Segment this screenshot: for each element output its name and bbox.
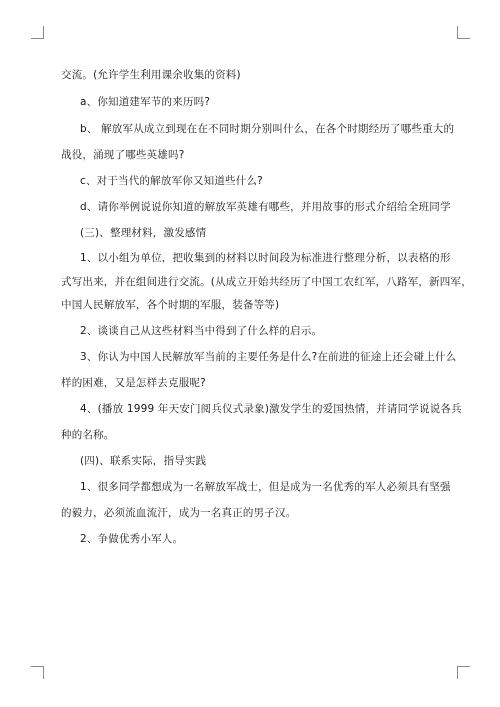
section-heading-4: (四)、联系实际，指导实践 [80, 455, 207, 467]
paragraph-line: 2、谈谈自己从这些材料当中得到了什么样的启示。 [80, 325, 323, 337]
paragraph-line: 4、(播放 1999 年天安门阅兵仪式录象)激发学生的爱国热情，并请同学说说各兵 [80, 403, 462, 415]
crop-mark-bottom-right [457, 666, 470, 679]
paragraph-line: 战役，涌现了哪些英雄吗? [61, 149, 185, 161]
question-b: b、 解放军从成立到现在在不同时期分别叫什么，在各个时期经历了哪些重大的 [80, 123, 455, 135]
paragraph-line: 种的名称。 [61, 429, 115, 441]
crop-mark-top-left [31, 26, 44, 39]
paragraph-line: 式写出来，并在组间进行交流。(从成立开始共经历了中国工农红军，八路军，新四军， [61, 276, 472, 288]
paragraph-line: 中国人民解放军，各个时期的军服，装备等等) [61, 299, 280, 311]
paragraph-line: 2、争做优秀小军人。 [80, 533, 184, 545]
question-a: a、你知道建军节的来历吗? [80, 96, 211, 108]
question-d: d、请你举例说说你知道的解放军英雄有哪些，并用故事的形式介绍给全班同学 [80, 201, 451, 213]
paragraph-line: 样的困难，又是怎样去克服呢? [61, 377, 206, 389]
section-heading-3: (三)、整理材料，激发感情 [80, 227, 207, 239]
paragraph-line: 交流。(允许学生利用课余收集的资料) [61, 69, 241, 81]
crop-mark-bottom-left [31, 666, 44, 679]
paragraph-line: 1、很多同学都想成为一名解放军战士，但是成为一名优秀的军人必须具有坚强 [80, 481, 451, 493]
paragraph-line: 3、你认为中国人民解放军当前的主要任务是什么?在前进的征途上还会碰上什么 [80, 351, 457, 363]
paragraph-line: 的毅力，必须流血流汗，成为一名真正的男子汉。 [61, 507, 297, 519]
question-c: c、对于当代的解放军你又知道些什么? [80, 175, 263, 187]
crop-mark-top-right [457, 26, 470, 39]
paragraph-line: 1、以小组为单位，把收集到的材料以时间段为标准进行整理分析，以表格的形 [80, 252, 451, 264]
